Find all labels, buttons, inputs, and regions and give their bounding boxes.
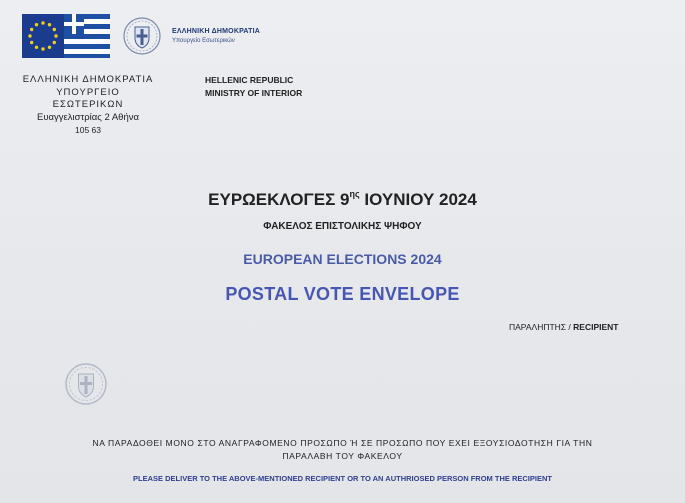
header-logo-text: [172, 28, 260, 44]
sender-gr-line3: ΕΣΩΤΕΡΙΚΩΝ: [52, 99, 124, 110]
sender-gr-line2: ΥΠΟΥΡΓΕΙΟ: [56, 86, 120, 98]
greek-subtitle: ΦΑΚΕΛΟΣ ΕΠΙΣΤΟΛΙΚΗΣ ΨΗΦΟΥ: [263, 221, 422, 232]
delivery-note-greek: [0, 437, 685, 463]
sender-gr-line1: ΕΛΛΗΝΙΚΗ ΔΗΜΟΚΡΑΤΙΑ: [22, 74, 154, 85]
sender-en-line1: HELLENIC REPUBLIC: [205, 75, 294, 85]
sender-en-line2: MINISTRY OF INTERIOR: [205, 88, 303, 98]
sender-gr-postcode: 105 63: [75, 125, 101, 135]
english-subtitle: POSTAL VOTE ENVELOPE: [225, 284, 460, 304]
sender-address-greek: [18, 74, 158, 137]
greek-coat-of-arms-icon: [64, 362, 108, 406]
recipient-label: [509, 322, 618, 332]
greek-coat-of-arms-icon: [120, 14, 164, 58]
english-title: EUROPEAN ELECTIONS 2024: [243, 251, 442, 267]
logo-title: ΕΛΛΗΝΙΚΗ ΔΗΜΟΚΡΑΤΙΑ: [172, 28, 260, 35]
delivery-note-greek-line1: ΝΑ ΠΑΡΑΔΟΘΕΙ ΜΟΝΟ ΣΤΟ ΑΝΑΓΡΑΦΟΜΕΝΟ ΠΡΟΣΩΠΟ Ή ΣΕ ΠΡΟΣΩΠΟ ΠΟΥ ΕΧΕΙ ΕΞΟΥΣΙΟΔΟΤΗΣΗ ΓΙΑ ΤΗΝ: [92, 438, 593, 448]
recipient-label-english: RECIPIENT: [573, 322, 619, 332]
eu-flag-icon: [22, 14, 64, 58]
header-logo: [22, 14, 260, 58]
recipient-label-greek: ΠΑΡΑΛΗΠΤΗΣ /: [509, 322, 574, 332]
greek-flag-icon: [64, 14, 110, 58]
delivery-note-english: PLEASE DELIVER TO THE ABOVE-MENTIONED RECIPIENT OR TO AN AUTHRIOSED PERSON FROM THE RECIPIENT: [133, 474, 552, 483]
delivery-note-greek-line2: ΠΑΡΑΛΑΒΗ ΤΟΥ ΦΑΚΕΛΟΥ: [282, 451, 403, 461]
greek-title-pre: ΕΥΡΩΕΚΛΟΓΕΣ 9: [208, 190, 350, 209]
logo-subtitle: Υπουργείο Εσωτερικών: [172, 38, 235, 44]
sender-address-english: [205, 74, 302, 100]
greek-title: [0, 190, 685, 210]
greek-title-post: ΙΟΥΝΙΟΥ 2024: [359, 190, 477, 209]
greek-title-ordinal: ης: [349, 189, 360, 200]
sender-gr-address: Ευαγγελιστρίας 2 Αθήνα: [36, 111, 139, 123]
